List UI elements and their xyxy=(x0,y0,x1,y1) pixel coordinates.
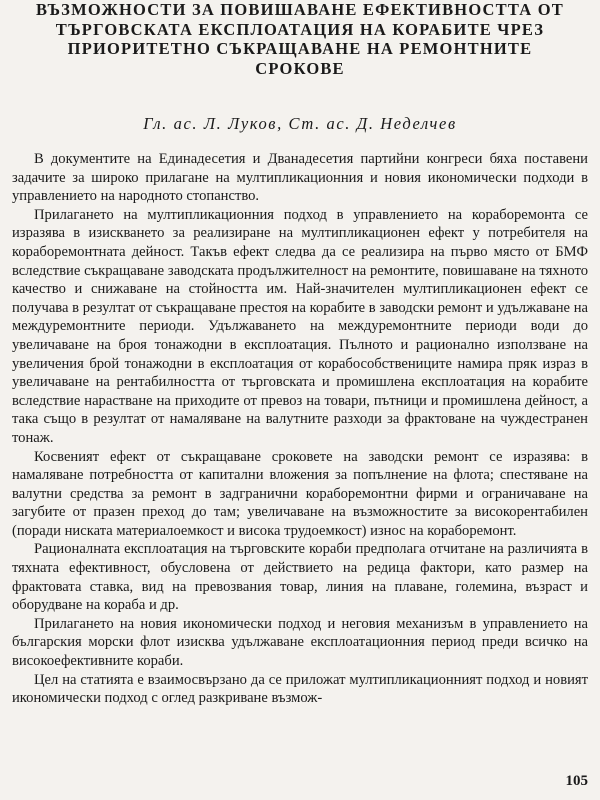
article-title xyxy=(20,0,580,78)
page-number: 105 xyxy=(565,773,588,789)
body-paragraph: Прилагането на мултипликационния подход в управлението на кораборемонта се изразява в изискването за реализиране на мултипликационен ефект у потребителя на кораборемонтната дейност. Такъв ефект следва да се реализира на първо място от БМФ вследствие съкращаване заводската продължителност на ремонтите, повишаване на тяхното качество и снижаване на стойността им. Най-значителен мултипликационен ефект се получава в резултат от съкращаване престоя на корабите в заводски ремонт и удължаване на междуремонтните периоди. Удължаването на междуремонтните периоди води до увеличаване на броя тонажодни в експлоатация. Пълното и рационално използване на увеличения брой тонажодни в експлоатация от корабособствениците намира пряк израз в увеличаване на рентабилността от търговската и промишлена експлоатация на корабите вследствие нарастване на приходите от превоз на товари, пътници и промишлена дейност, а така също в резултат от намаляване на валутните разходи за фрактоване на чуждестранен тонаж. xyxy=(12,206,588,446)
body-paragraph: В документите на Единадесетия и Дванадесетия партийни конгреси бяха поставени задачите за широко прилагане на мултипликационния и новия икономически подходи в управлението на народното стопанство. xyxy=(12,151,588,205)
body-paragraph: Прилагането на новия икономически подход и неговия механизъм в управлението на българския морски флот изисква удължаване експлоатационния период преди всичко на високоефективните кораби. xyxy=(12,615,588,670)
article-authors: Гл. ас. Л. Луков, Ст. ас. Д. Неделчев xyxy=(143,114,457,133)
body-paragraph: Рационалната експлоатация на търговските кораби предполага отчитане на различията в тяхната ефективност, обусловена от действието на редица фактори, като размер на фрактовата ставка, вид на превозвания товар, линия на плаване, големина, възраст и оборудване на кораба и др. xyxy=(12,541,588,614)
title-line: ВЪЗМОЖНОСТИ ЗА ПОВИШАВАНЕ ЕФЕКТИВНОСТТА ОТ xyxy=(36,0,564,19)
title-line: ТЪРГОВСКАТА ЕКСПЛОАТАЦИЯ НА КОРАБИТЕ ЧРЕЗ xyxy=(55,19,545,39)
title-line: СРОКОВЕ xyxy=(255,58,345,78)
title-line: ПРИОРИТЕТНО СЪКРАЩАВАНЕ НА РЕМОНТНИТЕ xyxy=(67,39,533,58)
body-paragraph: Цел на статията е взаимосвързано да се приложат мултипликационният подход и новият икономически подход с оглед разкриване възмож- xyxy=(12,671,588,707)
article-body xyxy=(12,150,588,708)
body-paragraph: Косвеният ефект от съкращаване сроковете на заводски ремонт се изразява: в намаляване потребността от капитални вложения за попълнение на флота; спестяване на валутни средства за ремонт в задгранични кораборемонтни фирми и ограничаване на загубите от празен преход до там; увеличаване на възможностите за високорентабилен (поради ниската материалоемкост и висока трудоемкост) износ на кораборемонт. xyxy=(12,448,588,539)
